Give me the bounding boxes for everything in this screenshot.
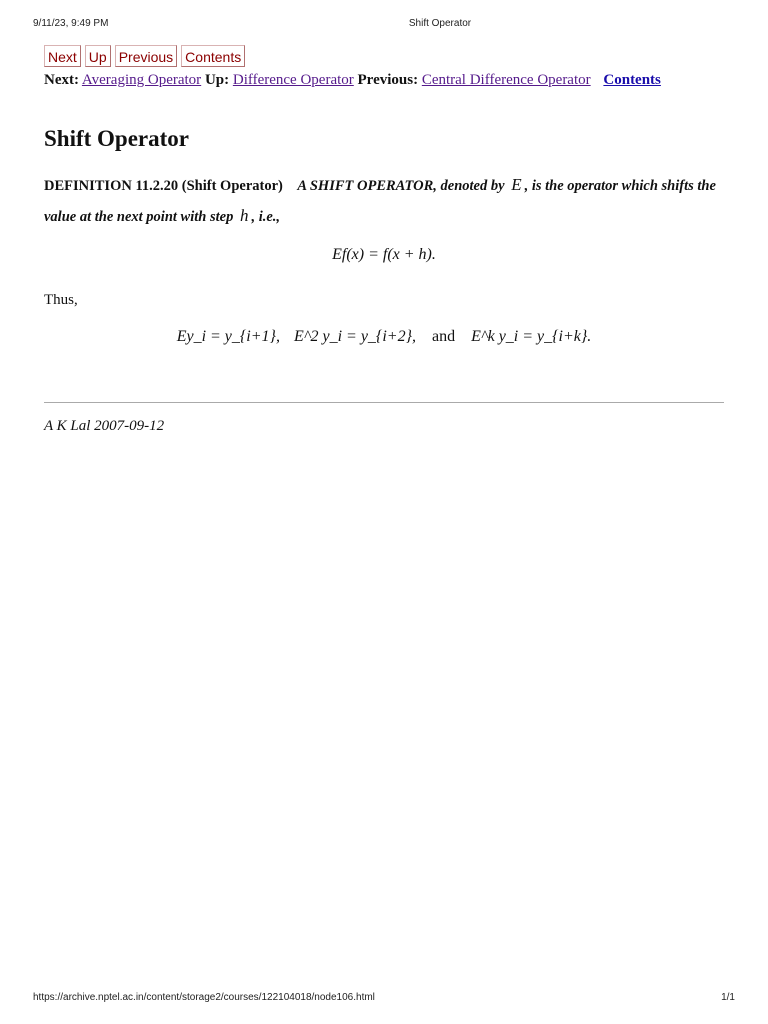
- up-button[interactable]: [85, 45, 111, 67]
- definition-block: [44, 170, 724, 232]
- equation-2: [0, 328, 768, 346]
- equation-1-text: Ef(x) = f(x + h).: [332, 246, 436, 263]
- definition-term: SHIFT OPERATOR: [309, 178, 434, 194]
- equation-2-part-3: E^k y_i = y_{i+k}.: [471, 328, 592, 345]
- definition-text-4: , i.e.,: [251, 209, 281, 225]
- up-label: Up:: [204, 72, 230, 88]
- definition-text-2: , denoted by: [433, 178, 505, 194]
- author-line: A K Lal 2007-09-12: [44, 418, 165, 434]
- contents-button[interactable]: [181, 45, 245, 67]
- page-title: Shift Operator: [44, 126, 190, 151]
- previous-button[interactable]: [115, 45, 177, 67]
- definition-text-3: , is the operator which shifts the value at the next point with step: [44, 178, 716, 225]
- print-url: https://archive.nptel.ac.in/content/storage2/courses/122104018/node106.html: [33, 992, 375, 1003]
- footer-divider: [44, 402, 724, 403]
- next-button-label: Next: [48, 49, 77, 65]
- next-label: Next:: [44, 72, 79, 88]
- equation-2-and: and: [431, 328, 456, 345]
- print-datetime: 9/11/23, 9:49 PM: [33, 18, 109, 29]
- next-button[interactable]: [44, 45, 81, 67]
- nav-links: [44, 72, 661, 89]
- previous-label: Previous:: [357, 72, 419, 88]
- contents-link[interactable]: Contents: [603, 72, 661, 88]
- definition-label: DEFINITION 11.2.20 (Shift Operator): [44, 178, 283, 194]
- thus-text: Thus,: [44, 292, 78, 308]
- up-button-label: Up: [88, 49, 107, 65]
- symbol-E: E: [511, 175, 522, 194]
- print-page-title: Shift Operator: [408, 18, 472, 29]
- equation-1: [0, 246, 768, 264]
- previous-link[interactable]: Central Difference Operator: [421, 72, 591, 88]
- definition-text-1: A: [297, 178, 307, 194]
- equation-2-part-1: Ey_i = y_{i+1},: [176, 328, 280, 345]
- up-link[interactable]: Difference Operator: [232, 72, 354, 88]
- next-link[interactable]: Averaging Operator: [81, 72, 202, 88]
- contents-button-label: Contents: [185, 49, 242, 65]
- nav-button-bar: [44, 45, 245, 67]
- previous-button-label: Previous: [118, 49, 174, 65]
- symbol-h: h: [239, 206, 249, 225]
- print-page-number: 1/1: [721, 992, 735, 1003]
- equation-2-part-2: E^2 y_i = y_{i+2},: [293, 328, 416, 345]
